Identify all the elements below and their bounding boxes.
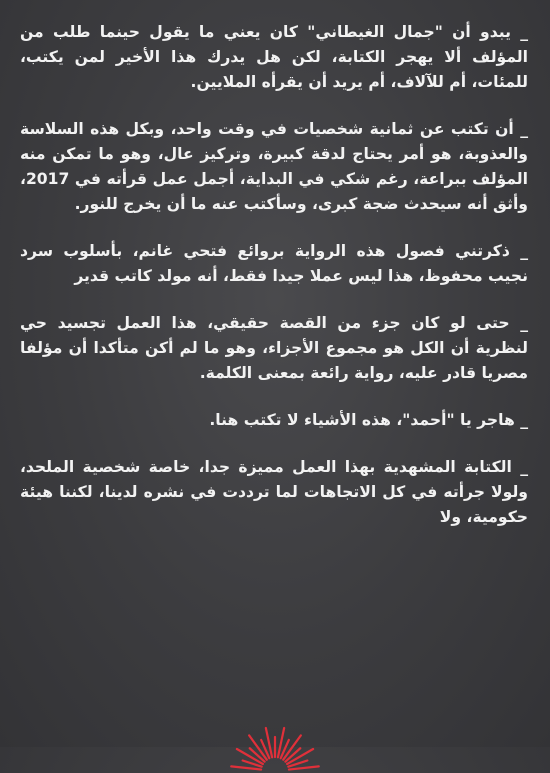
review-paragraph-5: _ هاجر يا "أحمد"، هذه الأشياء لا تكتب هنا. xyxy=(209,411,528,429)
review-paragraph-2: _ أن تكتب عن ثمانية شخصيات في وقت واحد، وبكل هذه السلاسة والعذوبة، هو أمر يحتاج لدقة كبيرة، وتركيز عال، وهو ما تمكن منه المؤلف ببراعة، رغم شكي في البداية، أجمل عمل قرأته في 2017، وأثق أنه سيحدث ضجة كبرى، وسأكتب عنه ما أن يخرج للنور. xyxy=(20,120,528,213)
starburst-icon xyxy=(215,713,335,773)
review-paragraph-3: _ ذكرتني فصول هذه الرواية بروائع فتحي غانم، بأسلوب سرد نجيب محفوظ، هذا ليس عملا جيدا فقط، أنه مولد كاتب قدير xyxy=(20,242,528,285)
review-paragraph-6: _ الكتابة المشهدية بهذا العمل مميزة جدا، خاصة شخصية الملحد، ولولا جرأته في كل الاتجاهات لما ترددت في نشره لدينا، لكننا هيئة حكومية، ولا xyxy=(20,458,528,526)
review-paragraph-4: _ حتى لو كان جزء من القصة حقيقي، هذا العمل تجسيد حي لنظرية أن الكل هو مجموع الأجزاء، وهو ما لم أكن متأكدا أن مؤلفا مصريا قادر عليه، رواية رائعة بمعنى الكلمة. xyxy=(20,314,528,382)
starburst-ray xyxy=(231,766,261,769)
review-paragraph-1: _ يبدو أن "جمال الغيطاني" كان يعني ما يقول حينما طلب من المؤلف ألا يهجر الكتابة، لكن هل يدرك هذا الأخير لمن يكتب، للمئات، أم للآلاف، أم يريد أن يقرأه الملايين. xyxy=(20,23,528,91)
review-text-block xyxy=(20,20,528,530)
starburst-ray xyxy=(289,766,319,769)
